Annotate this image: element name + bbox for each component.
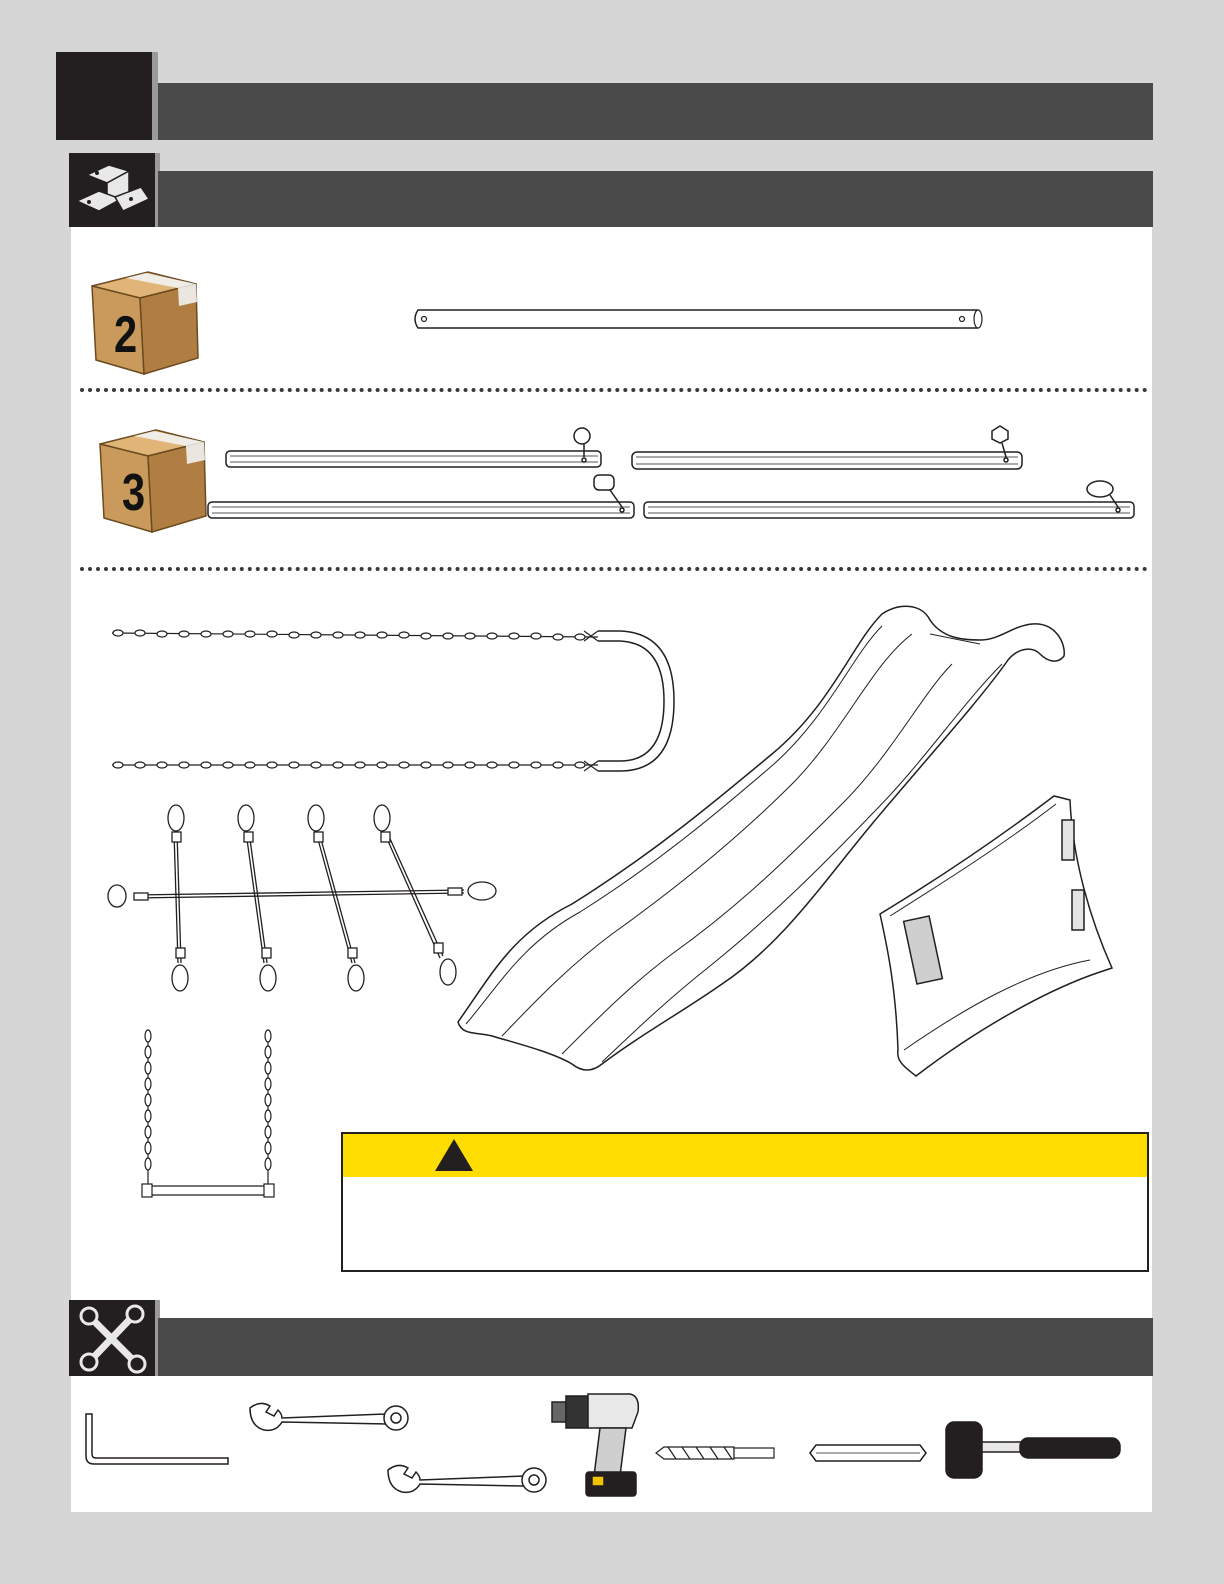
separator-1 bbox=[80, 388, 1148, 392]
parts-title-bar bbox=[158, 171, 1153, 227]
rope-net bbox=[104, 798, 504, 998]
pole-1 bbox=[226, 451, 601, 467]
rubber-mallet-icon bbox=[944, 1418, 1124, 1482]
pole-1-callout bbox=[574, 428, 590, 444]
pole-2-callout bbox=[992, 426, 1008, 443]
box-2-label: 2 bbox=[114, 306, 138, 364]
warning-text bbox=[361, 1190, 1131, 1260]
bracket-parts-icon bbox=[69, 153, 155, 227]
parts-icon-tile bbox=[69, 153, 155, 227]
allen-key-icon bbox=[80, 1410, 232, 1468]
box-3-label: 3 bbox=[122, 464, 146, 522]
crossed-wrenches-icon bbox=[69, 1300, 155, 1376]
warning-box bbox=[341, 1132, 1149, 1272]
wrench-icon-2 bbox=[384, 1462, 548, 1498]
power-drill-icon bbox=[550, 1392, 644, 1504]
tools-title-bar bbox=[158, 1318, 1153, 1376]
warning-header bbox=[343, 1134, 1147, 1177]
pole-2 bbox=[632, 452, 1022, 469]
trapeze-bar bbox=[140, 1028, 280, 1200]
wrench-icon-1 bbox=[246, 1400, 410, 1436]
slide-exit-piece bbox=[876, 790, 1116, 1086]
pole-4 bbox=[644, 502, 1134, 518]
hex-bit-extension-icon bbox=[806, 1443, 930, 1463]
tube-part bbox=[412, 306, 986, 334]
warning-triangle-icon bbox=[433, 1137, 475, 1173]
tools-icon-tile bbox=[69, 1300, 155, 1376]
separator-2 bbox=[80, 567, 1148, 571]
step-title-bar bbox=[158, 83, 1153, 140]
drill-bit-icon bbox=[654, 1444, 778, 1462]
pole-parts bbox=[220, 425, 1150, 535]
step-number-box bbox=[56, 52, 152, 140]
pole-3-callout bbox=[594, 475, 614, 490]
pole-4-callout bbox=[1087, 481, 1113, 497]
pole-3 bbox=[208, 502, 634, 518]
